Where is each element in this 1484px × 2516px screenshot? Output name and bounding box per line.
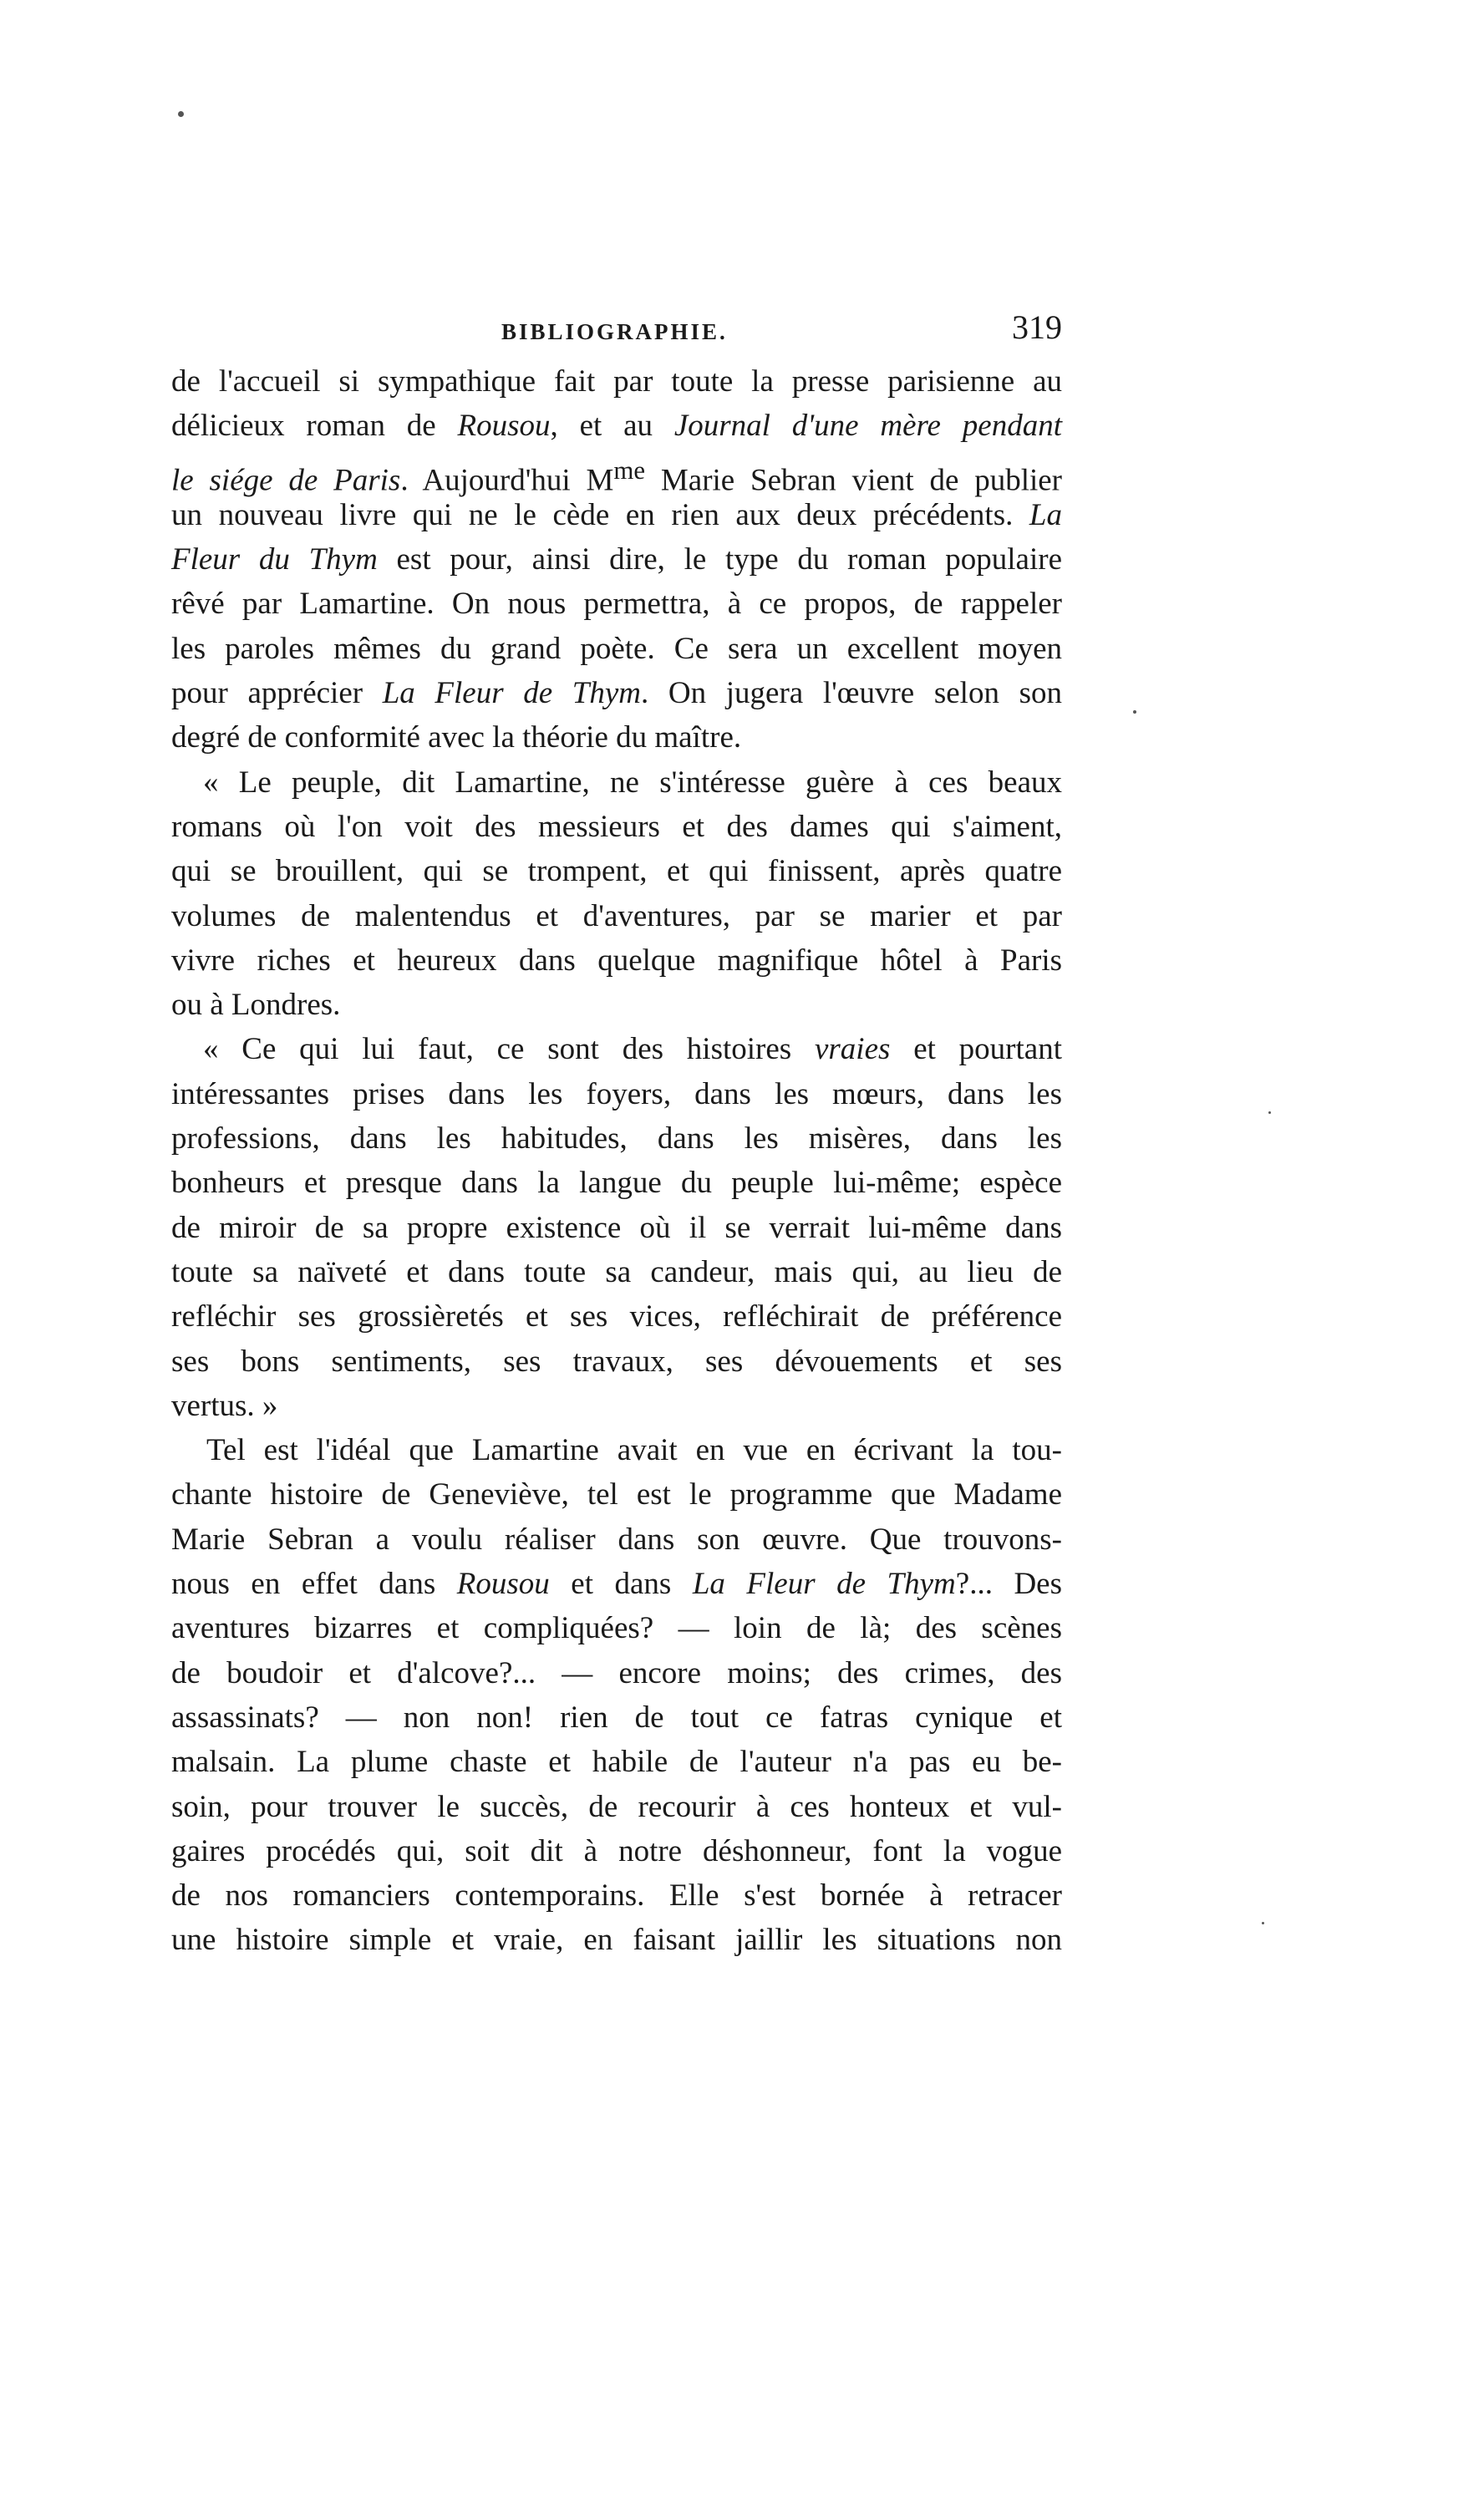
text-line: aventures bizarres et compliquées? — loin de là; des scènes bbox=[171, 1611, 1062, 1646]
text-line: volumes de malentendus et d'aventures, par se marier et par bbox=[171, 898, 1062, 933]
text-line: de l'accueil si sympathique fait par toute la presse parisienne au bbox=[171, 364, 1062, 399]
text-line: chante histoire de Geneviève, tel est le programme que Madame bbox=[171, 1477, 1062, 1512]
page-number: 319 bbox=[1012, 308, 1062, 346]
running-head: BIBLIOGRAPHIE. bbox=[501, 319, 728, 344]
text-line: professions, dans les habitudes, dans les misères, dans les bbox=[171, 1121, 1062, 1156]
text-line: de miroir de sa propre existence où il se verrait lui-même dans bbox=[171, 1210, 1062, 1245]
text-line: « Ce qui lui faut, ce sont des histoires vraies et pourtant bbox=[203, 1032, 1062, 1067]
text-line: soin, pour trouver le succès, de recourir à ces honteux et vul- bbox=[171, 1789, 1062, 1824]
paper-speck bbox=[1268, 1111, 1271, 1114]
paper-speck bbox=[178, 111, 184, 117]
text-line: les paroles mêmes du grand poète. Ce sera un excellent moyen bbox=[171, 631, 1062, 666]
text-line: de boudoir et d'alcove?... — encore moins; des crimes, des bbox=[171, 1655, 1062, 1690]
paper-speck bbox=[1133, 710, 1136, 714]
page-header bbox=[171, 308, 1062, 358]
text-line: assassinats? — non non! rien de tout ce fatras cynique et bbox=[171, 1700, 1062, 1735]
text-line: le siége de Paris. Aujourd'hui $M^{me}$ Marie Sebran vient de publier bbox=[171, 455, 1063, 497]
body-text bbox=[171, 359, 1062, 1963]
text-line: pour apprécier La Fleur de Thym. On jugera l'œuvre selon son bbox=[171, 676, 1062, 711]
text-line: ou à Londres. bbox=[171, 988, 341, 1023]
text-line: intéressantes prises dans les foyers, dans les mœurs, dans les bbox=[171, 1076, 1062, 1111]
text-line: malsain. La plume chaste et habile de l'auteur n'a pas eu be- bbox=[171, 1745, 1062, 1780]
text-line: vivre riches et heureux dans quelque magnifique hôtel à Paris bbox=[171, 943, 1062, 978]
text-line: délicieux roman de Rousou, et au Journal d'une mère pendant bbox=[171, 409, 1063, 444]
text-line: Fleur du Thym est pour, ainsi dire, le type du roman populaire bbox=[171, 542, 1062, 577]
text-line: rêvé par Lamartine. On nous permettra, à ce propos, de rappeler bbox=[171, 587, 1062, 622]
text-line: ses bons sentiments, ses travaux, ses dévouements et ses bbox=[171, 1344, 1062, 1379]
text-line: degré de conformité avec la théorie du maître. bbox=[171, 720, 742, 755]
text-line: une histoire simple et vraie, en faisant jaillir les situations non bbox=[171, 1923, 1062, 1958]
text-line: « Le peuple, dit Lamartine, ne s'intéresse guère à ces beaux bbox=[203, 765, 1062, 800]
text-line: gaires procédés qui, soit dit à notre déshonneur, font la vogue bbox=[171, 1833, 1062, 1868]
text-line: de nos romanciers contemporains. Elle s'est bornée à retracer bbox=[171, 1878, 1062, 1914]
text-line: Tel est l'idéal que Lamartine avait en vue en écrivant la tou- bbox=[206, 1433, 1062, 1468]
text-line: bonheurs et presque dans la langue du peuple lui-même; espèce bbox=[171, 1166, 1062, 1201]
paper-speck bbox=[1262, 1922, 1264, 1924]
text-line: qui se brouillent, qui se trompent, et qui finissent, après quatre bbox=[171, 854, 1062, 889]
text-line: romans où l'on voit des messieurs et des dames qui s'aiment, bbox=[171, 809, 1062, 844]
text-line: un nouveau livre qui ne le cède en rien aux deux précédents. La bbox=[171, 497, 1062, 532]
text-line: nous en effet dans Rousou et dans La Fleur de Thym?... Des bbox=[171, 1567, 1062, 1602]
text-line: vertus. » bbox=[171, 1388, 278, 1423]
text-line: toute sa naïveté et dans toute sa candeur, mais qui, au lieu de bbox=[171, 1254, 1062, 1289]
text-line: refléchir ses grossièretés et ses vices, refléchirait de préférence bbox=[171, 1299, 1062, 1334]
text-line: Marie Sebran a voulu réaliser dans son œuvre. Que trouvons- bbox=[171, 1522, 1062, 1557]
